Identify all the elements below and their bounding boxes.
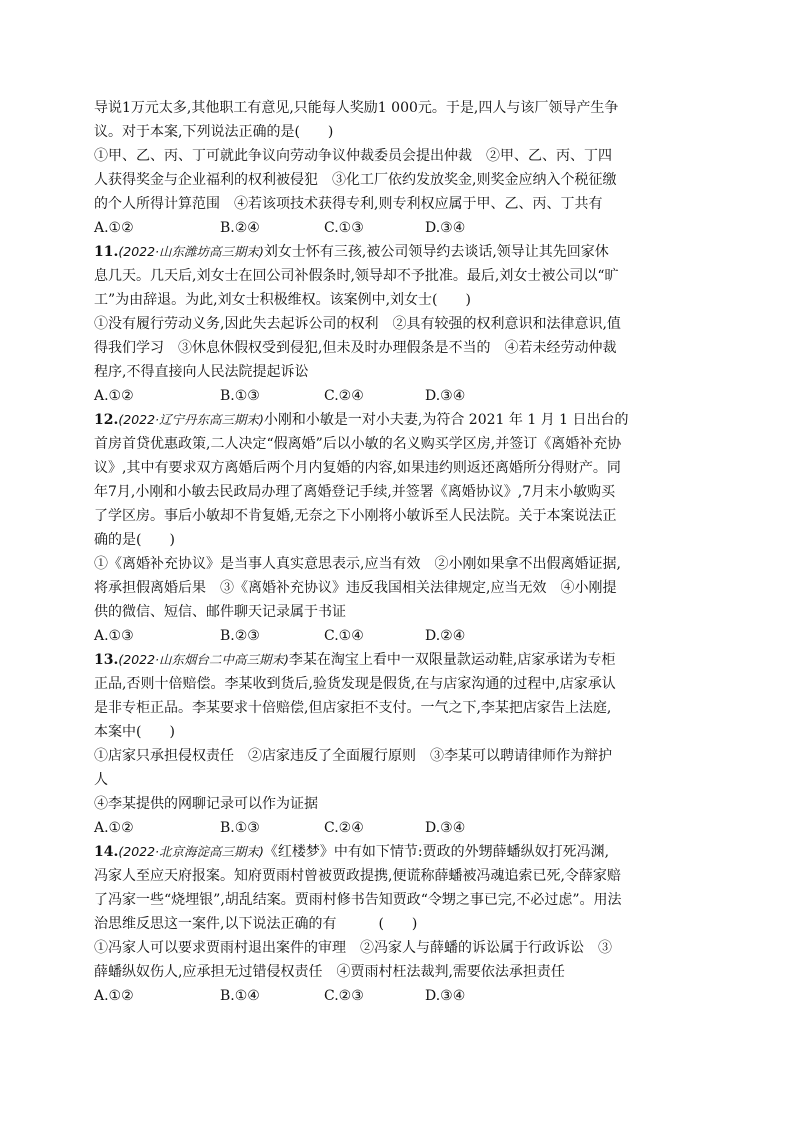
option-c: C.②③ <box>324 988 364 1004</box>
question-text-line: 人获得奖金与企业福利的权利被侵犯 ③化工厂依约发放奖金,则奖金应纳入个税征缴 <box>94 172 617 188</box>
option-d: D.③④ <box>425 988 466 1004</box>
answer-options <box>94 984 706 1008</box>
question-text-line: 正品,否则十倍赔偿。李某收到货后,验货发现是假货,在与店家沟通的过程中,店家承认 <box>94 676 616 692</box>
question-text-line: 息几天。几天后,刘女士在回公司补假条时,领导却不予批准。最后,刘女士被公司以“旷 <box>94 268 619 284</box>
question-text-line: 的个人所得计算范围 ④若该项技术获得专利,则专利权应属于甲、乙、丙、丁共有 <box>94 196 603 212</box>
question-text-line: 议。对于本案,下列说法正确的是( ) <box>94 124 334 140</box>
question-text-line: 薛蟠纵奴伤人,应承担无过错侵权责任 ④贾雨村枉法裁判,需要依法承担责任 <box>94 964 565 980</box>
question-head-text: 小刚和小敏是一对小夫妻,为符合 2021 年 1 月 1 日出台的 <box>263 412 629 428</box>
question-source: (2022·辽宁丹东高三期末) <box>118 412 264 427</box>
question-source: (2022·山东烟台二中高三期末) <box>118 652 289 667</box>
option-c: C.②④ <box>324 388 364 404</box>
question-12 <box>94 408 706 648</box>
question-14 <box>94 840 706 1008</box>
option-d: D.③④ <box>425 820 466 836</box>
question-text-line: 是非专柜正品。李某要求十倍赔偿,但店家拒不支付。一气之下,李某把店家告上法庭, <box>94 700 612 716</box>
question-text-line: 确的是( ) <box>94 532 175 548</box>
question-source: (2022·山东潍坊高三期末) <box>118 244 264 259</box>
question-head <box>94 648 706 672</box>
question-text-line: ①店家只承担侵权责任 ②店家违反了全面履行原则 ③李某可以聘请律师作为辩护 <box>94 748 612 764</box>
option-b: B.①③ <box>220 820 260 836</box>
question-text-line: ④李某提供的网聊记录可以作为证据 <box>94 796 318 812</box>
option-c: C.①③ <box>324 220 364 236</box>
option-b: B.①③ <box>220 388 260 404</box>
question-head-text: 李某在淘宝上看中一双限量款运动鞋,店家承诺为专柜 <box>288 652 616 668</box>
question-text-line: 本案中( ) <box>94 724 175 740</box>
question-text-line: ①冯家人可以要求贾雨村退出案件的审理 ②冯家人与薛蟠的诉讼属于行政诉讼 ③ <box>94 940 612 956</box>
option-b: B.②③ <box>220 628 260 644</box>
question-number: 11. <box>94 244 119 260</box>
option-c: C.②④ <box>324 820 364 836</box>
question-13 <box>94 648 706 840</box>
question-text-line: 将承担假离婚后果 ③《离婚补充协议》违反我国相关法律规定,应当无效 ④小刚提 <box>94 580 617 596</box>
question-text-line: 治思维反思这一案件,以下说法正确的有 ( ) <box>94 916 418 932</box>
option-a: A.①② <box>94 388 134 404</box>
answer-options <box>94 384 706 408</box>
question-text-line: ①没有履行劳动义务,因此失去起诉公司的权利 ②具有较强的权利意识和法律意识,值 <box>94 316 621 332</box>
question-head <box>94 840 706 864</box>
option-a: A.①② <box>94 220 134 236</box>
question-text-line: 程序,不得直接向人民法院提起诉讼 <box>94 364 309 380</box>
option-a: A.①③ <box>94 628 134 644</box>
question-text-line: 工”为由辞退。为此,刘女士积极维权。该案例中,刘女士( ) <box>94 292 471 308</box>
question-head-text: 《红楼梦》中有如下情节:贾政的外甥薛蟠纵奴打死冯渊, <box>263 844 610 860</box>
question-text-line: 议》,其中有要求双方离婚后两个月内复婚的内容,如果违约则返还离婚所分得财产。同 <box>94 460 621 476</box>
option-b: B.①④ <box>220 988 260 1004</box>
question-text-line: ①《离婚补充协议》是当事人真实意思表示,应当有效 ②小刚如果拿不出假离婚证据, <box>94 556 621 572</box>
question-text-line: 了学区房。事后小敏却不肯复婚,无奈之下小刚将小敏诉至人民法院。关于本案说法正 <box>94 508 617 524</box>
question-text-line: 人 <box>94 772 108 788</box>
option-a: A.①② <box>94 988 134 1004</box>
question-text-line: 年7月,小刚和小敏去民政局办理了离婚登记手续,并签署《离婚协议》,7月末小敏购买 <box>94 484 616 500</box>
question-text-line: 冯家人至应天府报案。知府贾雨村曾被贾政提携,便谎称薛蟠被冯魂追索已死,令薛家赔 <box>94 868 621 884</box>
question-number: 13. <box>94 652 119 668</box>
question-list <box>94 96 706 1008</box>
question-source: (2022·北京海淀高三期末) <box>118 844 264 859</box>
option-d: D.②④ <box>425 628 466 644</box>
option-c: C.①④ <box>324 628 364 644</box>
option-b: B.②④ <box>220 220 260 236</box>
question-11 <box>94 240 706 408</box>
option-d: D.③④ <box>425 220 466 236</box>
question-text-line: ①甲、乙、丙、丁可就此争议向劳动争议仲裁委员会提出仲裁 ②甲、乙、丙、丁四 <box>94 148 612 164</box>
question-text-line: 首房首贷优惠政策,二人决定“假离婚”后以小敏的名义购买学区房,并签订《离婚补充协 <box>94 436 622 452</box>
question-text-line: 供的微信、短信、邮件聊天记录属于书证 <box>94 604 346 620</box>
question-head <box>94 240 706 264</box>
question-number: 12. <box>94 412 119 428</box>
question-10 <box>94 96 706 240</box>
option-a: A.①② <box>94 820 134 836</box>
question-head <box>94 408 706 432</box>
option-d: D.③④ <box>425 388 466 404</box>
question-text-line: 了冯家一些“烧埋银”,胡乱结案。贾雨村修书告知贾政“令甥之事已完,不必过虑”。用法 <box>94 892 622 908</box>
question-head-text: 刘女士怀有三孩,被公司领导约去谈话,领导让其先回家休 <box>263 244 609 260</box>
question-number: 14. <box>94 844 119 860</box>
answer-options <box>94 816 706 840</box>
answer-options <box>94 624 706 648</box>
answer-options <box>94 216 706 240</box>
question-text-line: 导说1万元太多,其他职工有意见,只能每人奖励1 000元。于是,四人与该厂领导产生争 <box>94 100 619 116</box>
question-text-line: 得我们学习 ③休息休假权受到侵犯,但未及时办理假条是不当的 ④若未经劳动仲裁 <box>94 340 617 356</box>
